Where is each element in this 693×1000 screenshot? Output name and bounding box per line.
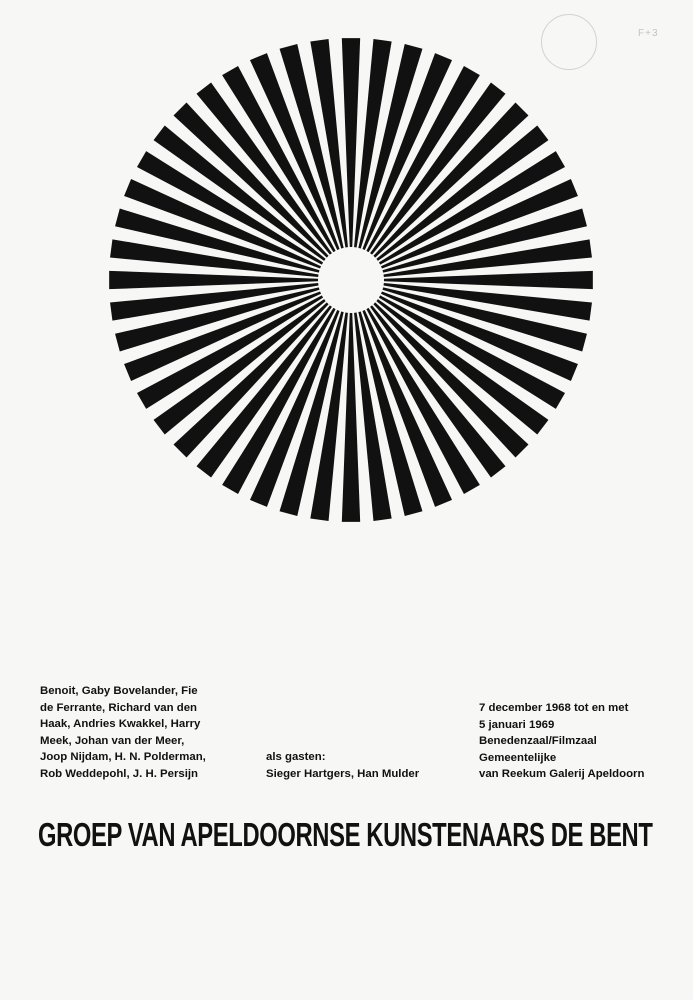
artists-list: Benoit, Gaby Bovelander, Fie de Ferrante, Richard van den Haak, Andries Kwakkel, Harry Meek, Johan van der Meer, Joop Nijdam, H. N. Polderman, Rob Weddepohl, J. H. Persijn (40, 685, 206, 780)
guests-text: als gasten: Sieger Hartgers, Han Mulder (266, 751, 420, 780)
pencil-mark: F+3 (638, 28, 659, 39)
dates-venue-text: 7 december 1968 tot en met 5 januari 1969 Benedenzaal/Filmzaal Gemeentelijke van Reekum Galerij Apeldoorn (479, 702, 645, 781)
poster-title: GROEP VAN APELDOORNSE KUNSTENAARS DE BENT (38, 816, 653, 853)
archive-stamp (541, 14, 597, 70)
